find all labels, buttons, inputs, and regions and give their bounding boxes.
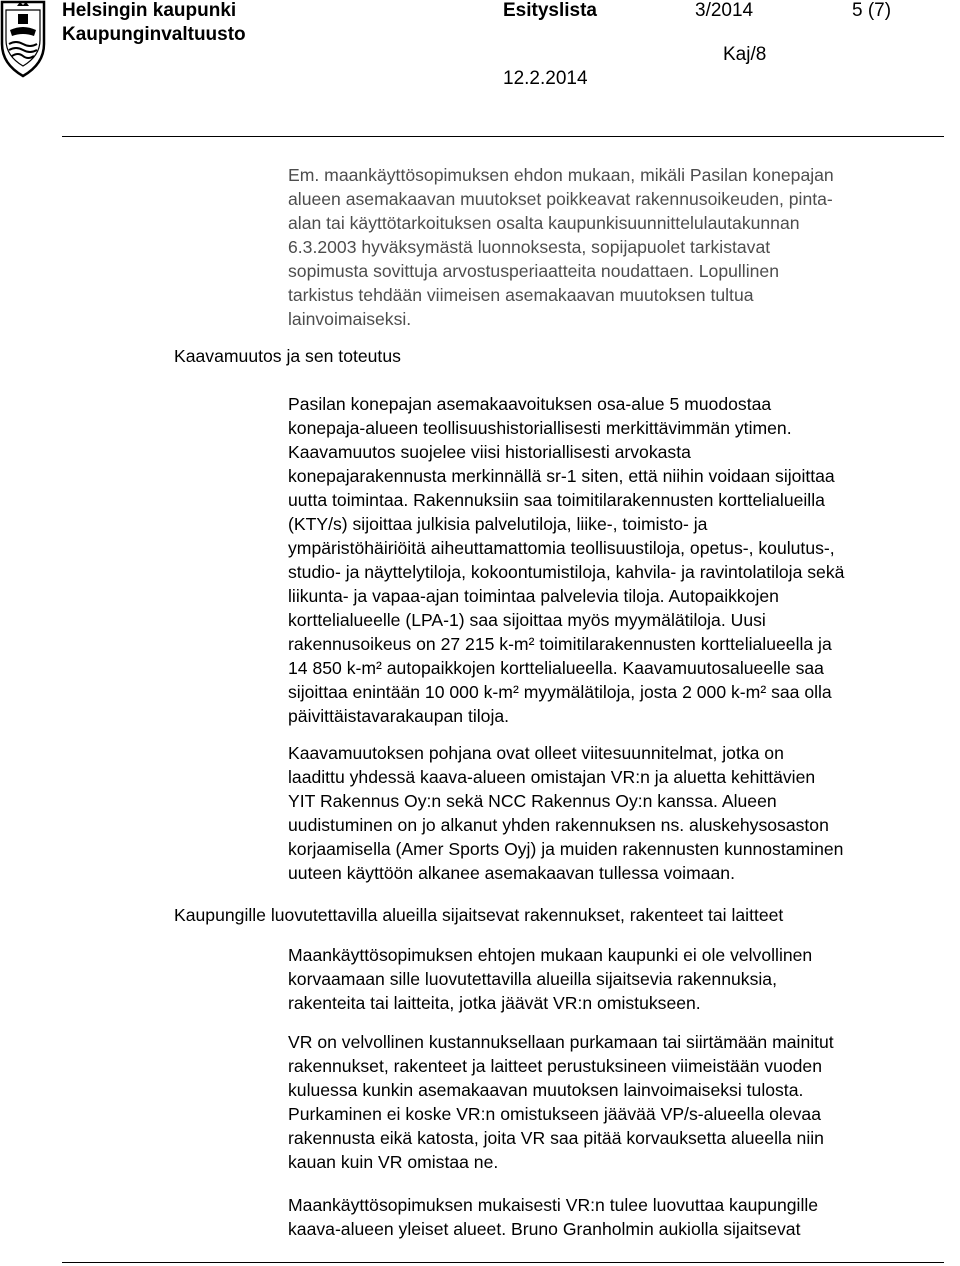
header-item-number: Kaj/8 (723, 44, 767, 65)
header-organization: Helsingin kaupunki (62, 0, 237, 21)
paragraph-5 (288, 1030, 948, 1174)
paragraph-line: sijoittaa enintään 10 000 k-m² myymälätiloja, josta 2 000 k-m² saa olla (288, 682, 832, 702)
paragraph-line: 6.3.2003 hyväksymästä luonnoksesta, sopijapuolet tarkistavat (288, 237, 771, 257)
paragraph-line: Kaavamuutoksen pohjana ovat olleet viitesuunnitelmat, jotka on (288, 743, 784, 763)
paragraph-line: rakennukset, rakenteet ja laitteet perustuksineen viimeistään vuoden (288, 1056, 822, 1076)
paragraph-line: kaava-alueen yleiset alueet. Bruno Granholmin aukiolla sijaitsevat (288, 1219, 801, 1239)
paragraph-line: sopimusta sovittuja arvostusperiaatteita noudattaen. Lopullinen (288, 261, 779, 281)
paragraph-line: korttelialueelle (LPA-1) saa sijoittaa myös myymälätiloja. Uusi (288, 610, 766, 630)
section-heading-luovutettavat: Kaupungille luovutettavilla alueilla sijaitsevat rakennukset, rakenteet tai laitteet (174, 905, 784, 925)
paragraph-line: ympäristöhäiriöitä aiheuttamattomia teollisuustiloja, opetus-, koulutus-, (288, 538, 835, 558)
header-divider (62, 136, 944, 137)
paragraph-line: kauan kuin VR omistaa ne. (288, 1152, 499, 1172)
paragraph-line: Maankäyttösopimuksen mukaisesti VR:n tulee luovuttaa kaupungille (288, 1195, 819, 1215)
paragraph-line: (KTY/s) sijoittaa julkisia palvelutiloja, liike-, toimisto- ja (288, 514, 708, 534)
paragraph-line: Kaavamuutos suojelee viisi historiallisesti arvokasta (288, 442, 691, 462)
paragraph-line: Pasilan konepajan asemakaavoituksen osa-alue 5 muodostaa (288, 394, 772, 414)
paragraph-line: uuteen käyttöön alkanee asemakaavan tullessa voimaan. (288, 863, 735, 883)
paragraph-4 (288, 943, 948, 1015)
paragraph-line: korvaamaan sille luovutettavilla alueilla sijaitsevia rakennuksia, (288, 969, 777, 989)
paragraph-line: liikunta- ja vapaa-ajan toimintaa palvelevia tiloja. Autopaikkojen (288, 586, 779, 606)
paragraph-line: Purkaminen ei koske VR:n omistukseen jäävää VP/s-alueella olevaa (288, 1104, 821, 1124)
paragraph-line: kuluessa kunkin asemakaavan muutoksen lainvoimaiseksi tulosta. (288, 1080, 804, 1100)
paragraph-line: tarkistus tehdään viimeisen asemakaavan muutoksen tultua (288, 285, 754, 305)
paragraph-line: alan tai käyttötarkoituksen osalta kaupunkisuunnittelulautakunnan (288, 213, 800, 233)
header-body: Kaupunginvaltuusto (62, 24, 246, 45)
paragraph-line: uutta toimintaa. Rakennuksiin saa toimitilarakennusten korttelialueilla (288, 490, 825, 510)
paragraph-line: YIT Rakennus Oy:n sekä NCC Rakennus Oy:n kanssa. Alueen (288, 791, 777, 811)
paragraph-2 (288, 392, 948, 728)
paragraph-line: Em. maankäyttösopimuksen ehdon mukaan, mikäli Pasilan konepajan (288, 165, 834, 185)
paragraph-line: Maankäyttösopimuksen ehtojen mukaan kaupunki ei ole velvollinen (288, 945, 813, 965)
paragraph-line: 14 850 k-m² autopaikkojen korttelialueella. Kaavamuutosalueelle saa (288, 658, 824, 678)
paragraph-line: studio- ja näyttelytiloja, kokoontumistiloja, kahvila- ja ravintolatiloja sekä (288, 562, 845, 582)
paragraph-3 (288, 741, 948, 885)
footer-divider (62, 1262, 944, 1263)
paragraph-line: rakennusoikeus on 27 215 k-m² toimitilarakennusten korttelialueella ja (288, 634, 832, 654)
paragraph-line: konepaja-alueen teollisuushistoriallisesti merkittävimmän ytimen. (288, 418, 792, 438)
paragraph-line: konepajarakennusta merkinnällä sr-1 siten, että niihin voidaan sijoittaa (288, 466, 835, 486)
paragraph-line: uudistuminen on jo alkanut yhden rakennuksen ns. aluskehysosaston (288, 815, 829, 835)
paragraph-line: alueen asemakaavan muutokset poikkeavat rakennusoikeuden, pinta- (288, 189, 833, 209)
paragraph-line: lainvoimaiseksi. (288, 309, 412, 329)
header-date: 12.2.2014 (503, 68, 588, 89)
paragraph-line: korjaamisella (Amer Sports Oyj) ja muiden rakennusten kunnostaminen (288, 839, 844, 859)
paragraph-1 (288, 163, 948, 331)
header-document-type: Esityslista (503, 0, 597, 21)
header-document-number: 3/2014 (695, 0, 754, 21)
helsinki-coat-of-arms-icon (0, 0, 46, 78)
paragraph-line: rakenteita tai laitteita, jotka jäävät VR:n omistukseen. (288, 993, 701, 1013)
paragraph-line: VR on velvollinen kustannuksellaan purkamaan tai siirtämään mainitut (288, 1032, 834, 1052)
header-page-number: 5 (7) (852, 0, 892, 21)
paragraph-line: rakennusta eikä katosta, joita VR saa pitää korvauksetta alueella niin (288, 1128, 824, 1148)
paragraph-line: päivittäistavarakaupan tiloja. (288, 706, 510, 726)
paragraph-6 (288, 1193, 948, 1241)
section-heading-kaavamuutos: Kaavamuutos ja sen toteutus (174, 346, 401, 366)
paragraph-line: laadittu yhdessä kaava-alueen omistajan VR:n ja aluetta kehittävien (288, 767, 816, 787)
